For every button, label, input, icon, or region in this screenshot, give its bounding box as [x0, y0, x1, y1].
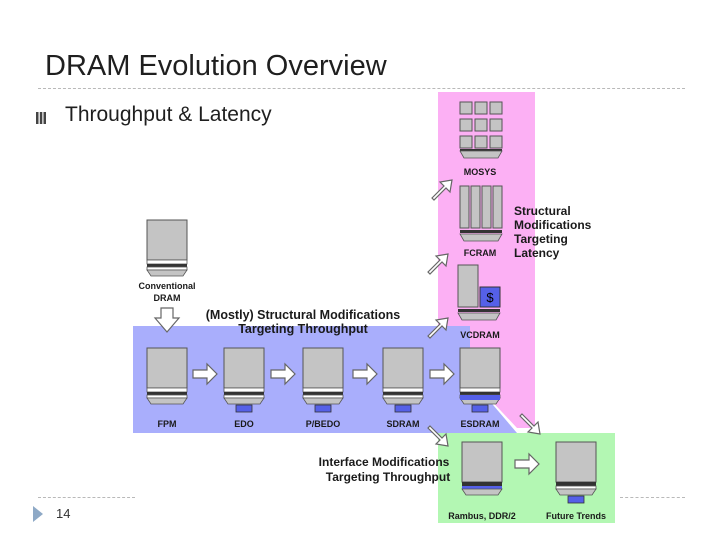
throughput-heading-line1: (Mostly) Structural Modifications	[205, 308, 401, 322]
title-divider	[38, 88, 685, 89]
fpm-chip	[147, 348, 187, 404]
pbedo-label: P/BEDO	[305, 419, 341, 429]
interface-heading-line1: Interface Modifications	[318, 455, 450, 469]
interface-heading-line2: Targeting Throughput	[325, 470, 451, 484]
conventional-label-line2: DRAM	[153, 293, 181, 303]
future-trends-label: Future Trends	[545, 511, 607, 521]
vcdram-label: VCDRAM	[460, 330, 500, 340]
dram-evolution-diagram	[130, 90, 620, 525]
fpm-label: FPM	[157, 419, 177, 429]
fcram-label: FCRAM	[463, 248, 497, 258]
latency-heading-line4: Latency	[514, 246, 560, 260]
mosys-label: MOSYS	[463, 167, 497, 177]
conventional-label-line1: Conventional	[138, 281, 196, 291]
sdram-chip	[383, 348, 423, 412]
esdram-label: ESDRAM	[460, 419, 500, 429]
mosys-chip	[460, 102, 502, 158]
esdram-chip	[460, 348, 500, 412]
rambus-label: Rambus, DDR/2	[448, 511, 516, 521]
sdram-label: SDRAM	[386, 419, 420, 429]
page-number: 14	[56, 506, 71, 521]
latency-heading-line2: Modifications	[514, 218, 592, 232]
latency-heading-line3: Targeting	[514, 232, 568, 246]
pbedo-chip	[303, 348, 343, 412]
future-trends-chip	[556, 442, 596, 503]
slide-title: DRAM Evolution Overview	[45, 50, 387, 82]
page-marker-icon	[33, 506, 43, 522]
footer-divider-right	[620, 497, 685, 498]
latency-heading-line1: Structural	[514, 204, 571, 218]
throughput-heading-line2: Targeting Throughput	[238, 322, 368, 336]
conventional-dram-chip	[147, 220, 187, 276]
cache-symbol: $	[486, 290, 494, 305]
edo-label: EDO	[234, 419, 254, 429]
bullet-icon	[36, 112, 46, 124]
edo-chip	[224, 348, 264, 412]
footer-divider-left	[38, 497, 135, 498]
rambus-chip	[462, 442, 502, 495]
bullet-text: Throughput & Latency	[65, 103, 272, 126]
